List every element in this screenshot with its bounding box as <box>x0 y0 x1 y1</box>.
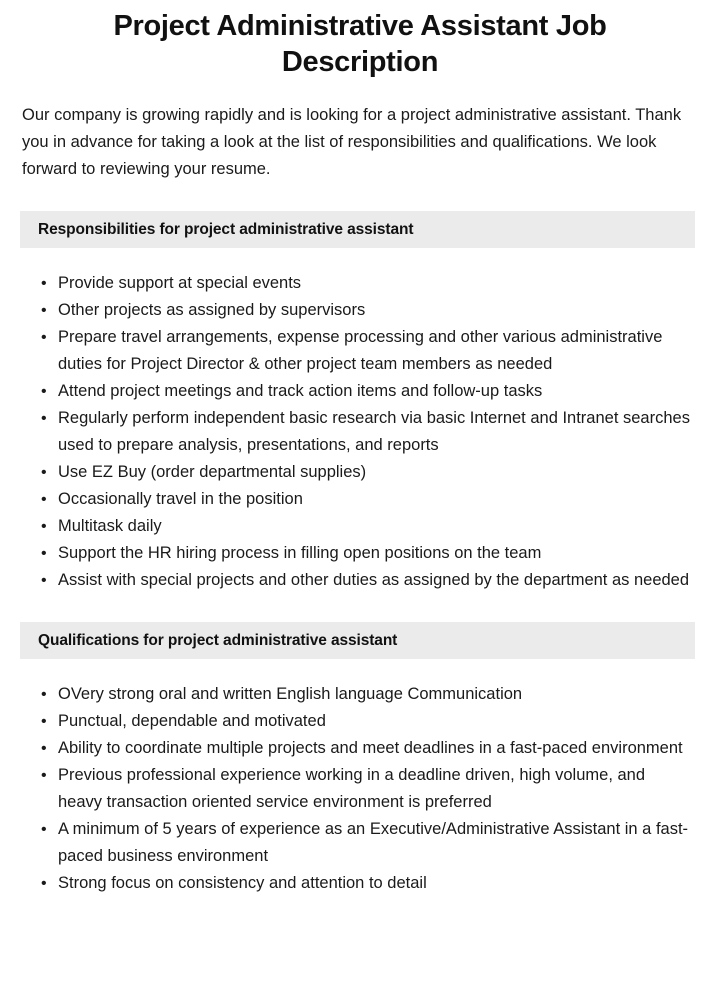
list-item: • A minimum of 5 years of experience as an Executive/Administrative Assistant in a fast-paced business environment <box>41 816 690 870</box>
list-item: • Attend project meetings and track action items and follow-up tasks <box>41 378 690 405</box>
list-item: • Multitask daily <box>41 513 690 540</box>
list-item: • Punctual, dependable and motivated <box>41 708 690 735</box>
responsibilities-list <box>0 248 720 594</box>
page-title: Project Administrative Assistant Job Description <box>113 10 607 78</box>
list-item: • Other projects as assigned by supervisors <box>41 297 690 324</box>
section-header-responsibilities-label: Responsibilities for project administrative assistant <box>38 220 414 238</box>
list-item: • Regularly perform independent basic research via basic Internet and Intranet searches used to prepare analysis, presentations, and reports <box>41 405 690 459</box>
list-item: • Use EZ Buy (order departmental supplies) <box>41 459 690 486</box>
list-item: • Previous professional experience working in a deadline driven, high volume, and heavy transaction oriented service environment is preferred <box>41 762 690 816</box>
qualifications-list <box>0 659 720 897</box>
list-item: • Occasionally travel in the position <box>41 486 690 513</box>
section-header-qualifications-label: Qualifications for project administrative assistant <box>38 631 398 649</box>
list-item: • Assist with special projects and other duties as assigned by the department as needed <box>41 567 690 594</box>
list-item: • Provide support at special events <box>41 270 690 297</box>
list-item: • OVery strong oral and written English language Communication <box>41 681 690 708</box>
section-header-qualifications <box>20 622 695 659</box>
list-item: • Ability to coordinate multiple projects and meet deadlines in a fast-paced environment <box>41 735 690 762</box>
list-item: • Support the HR hiring process in filling open positions on the team <box>41 540 690 567</box>
list-item: • Prepare travel arrangements, expense processing and other various administrative duties for Project Director & other project team members as needed <box>41 324 690 378</box>
intro-paragraph: Our company is growing rapidly and is looking for a project administrative assistant. Thank you in advance for taking a look at the list of responsibilities and qualifications. We look forward to reviewing your resume. <box>22 106 682 178</box>
list-item: • Strong focus on consistency and attention to detail <box>41 870 690 897</box>
section-header-responsibilities <box>20 211 695 248</box>
